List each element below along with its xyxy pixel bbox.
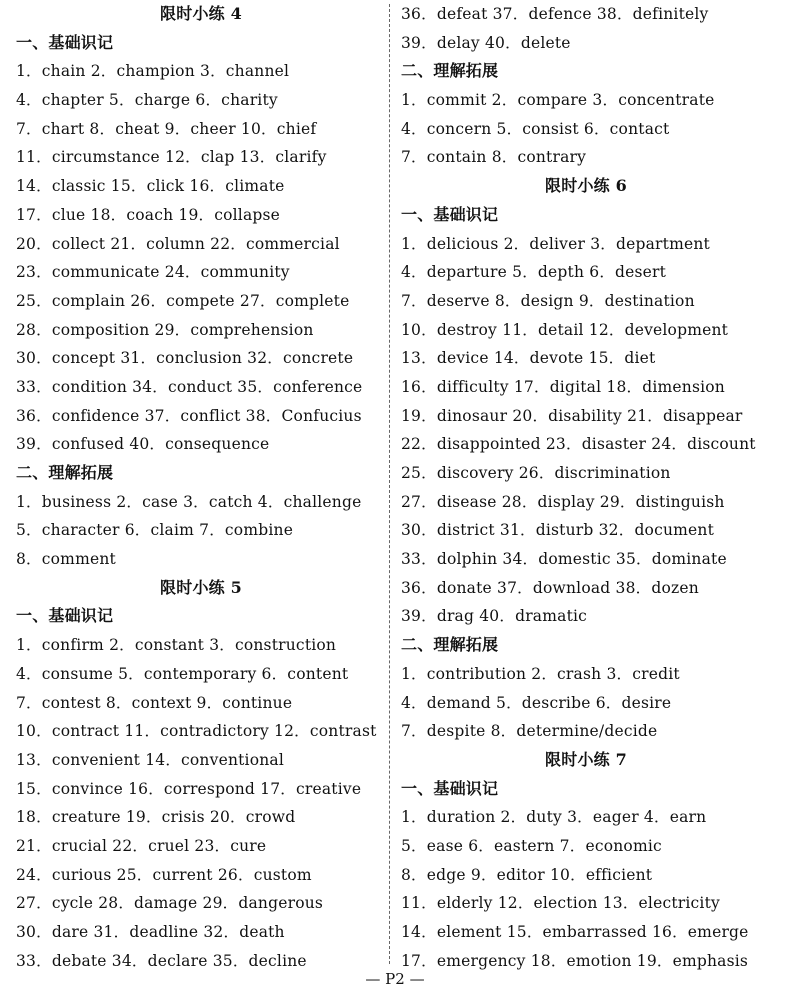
answer-line: 30．concept 31．conclusion 32．concrete xyxy=(16,349,354,368)
answer-line: 15．convince 16．correspond 17．creative xyxy=(16,779,362,798)
answer-line: 4．concern 5．consist 6．contact xyxy=(401,119,670,138)
answer-line: 27．cycle 28．damage 29．dangerous xyxy=(16,894,324,913)
answer-line: 7．despite 8．determine/decide xyxy=(401,722,658,741)
answer-line: 33．debate 34．declare 35．decline xyxy=(16,951,307,970)
answer-line: 39．confused 40．consequence xyxy=(16,435,270,454)
answer-line: 19．dinosaur 20．disability 21．disappear xyxy=(401,406,743,425)
answer-line: 39．delay 40．delete xyxy=(401,33,571,52)
answer-line: 17．emergency 18．emotion 19．emphasis xyxy=(401,951,749,970)
answer-line: 11．elderly 12．election 13．electricity xyxy=(401,894,720,913)
section-heading: 一、基础识记 xyxy=(16,32,114,52)
answer-line: 1．contribution 2．crash 3．credit xyxy=(401,664,680,683)
answer-line: 10．contract 11．contradictory 12．contrast xyxy=(16,722,377,741)
section-heading: 二、理解拓展 xyxy=(401,635,499,655)
right-column xyxy=(401,0,771,975)
exercise-title: 限时小练 7 xyxy=(545,749,627,769)
answer-line: 1．confirm 2．constant 3．construction xyxy=(16,636,337,655)
answer-line: 4．departure 5．depth 6．desert xyxy=(401,263,667,282)
answer-line: 21．crucial 22．cruel 23．cure xyxy=(16,836,267,855)
answer-line: 13．device 14．devote 15．diet xyxy=(401,349,656,368)
answer-line: 18．creature 19．crisis 20．crowd xyxy=(16,808,296,827)
section-heading: 二、理解拓展 xyxy=(16,463,114,482)
section-heading: 一、基础识记 xyxy=(16,606,114,626)
answer-line: 13．convenient 14．conventional xyxy=(16,750,285,769)
answer-line: 8．edge 9．editor 10．efficient xyxy=(401,865,653,884)
answer-line: 33．condition 34．conduct 35．conference xyxy=(16,377,363,396)
section-heading: 一、基础识记 xyxy=(401,778,499,798)
answer-line: 1．chain 2．champion 3．channel xyxy=(16,62,290,81)
column-divider xyxy=(389,4,390,964)
answer-line: 4．demand 5．describe 6．desire xyxy=(401,693,672,712)
answer-line: 25．discovery 26．discrimination xyxy=(401,464,671,482)
answer-line: 7．chart 8．cheat 9．cheer 10．chief xyxy=(16,119,317,138)
answer-line: 1．delicious 2．deliver 3．department xyxy=(401,234,710,253)
answer-line: 4．consume 5．contemporary 6．content xyxy=(16,664,349,683)
answer-line: 4．chapter 5．charge 6．charity xyxy=(16,91,278,110)
answer-line: 11．circumstance 12．clap 13．clarify xyxy=(16,148,327,167)
answer-line: 14．element 15．embarrassed 16．emerge xyxy=(401,923,749,941)
answer-line: 16．difficulty 17．digital 18．dimension xyxy=(401,377,725,396)
answer-line: 7．contain 8．contrary xyxy=(401,148,587,167)
answer-line: 5．character 6．claim 7．combine xyxy=(16,521,294,540)
answer-line: 10．destroy 11．detail 12．development xyxy=(401,320,729,339)
answer-line: 14．classic 15．click 16．climate xyxy=(16,177,285,196)
answer-line: 1．business 2．case 3．catch 4．challenge xyxy=(16,492,362,511)
left-column xyxy=(16,0,386,975)
answer-line: 7．contest 8．context 9．continue xyxy=(16,693,293,712)
exercise-title: 限时小练 6 xyxy=(545,176,627,196)
section-heading: 二、理解拓展 xyxy=(401,61,499,81)
answer-line: 1．commit 2．compare 3．concentrate xyxy=(401,91,715,110)
answer-line: 36．confidence 37．conflict 38．Confucius xyxy=(16,406,362,425)
answer-line: 7．deserve 8．design 9．destination xyxy=(401,291,695,310)
answer-line: 28．composition 29．comprehension xyxy=(16,320,314,339)
answer-line: 23．communicate 24．community xyxy=(16,263,290,282)
answer-line: 22．disappointed 23．disaster 24．discount xyxy=(401,435,756,454)
exercise-title: 限时小练 5 xyxy=(160,577,242,597)
answer-line: 36．donate 37．download 38．dozen xyxy=(401,578,699,597)
answer-line: 30．dare 31．deadline 32．death xyxy=(16,923,285,941)
section-heading: 一、基础识记 xyxy=(401,204,499,224)
answer-line: 8．comment xyxy=(16,550,116,569)
answer-line: 20．collect 21．column 22．commercial xyxy=(16,234,340,253)
answer-line: 27．disease 28．display 29．distinguish xyxy=(401,492,725,511)
answer-line: 5．ease 6．eastern 7．economic xyxy=(401,836,662,855)
answer-line: 24．curious 25．current 26．custom xyxy=(16,865,312,884)
answer-line: 17．clue 18．coach 19．collapse xyxy=(16,205,281,224)
page-number: — P2 — xyxy=(365,970,425,988)
answer-line: 33．dolphin 34．domestic 35．dominate xyxy=(401,550,727,569)
answer-line: 30．district 31．disturb 32．document xyxy=(401,521,715,540)
answer-line: 1．duration 2．duty 3．eager 4．earn xyxy=(401,808,707,827)
exercise-title: 限时小练 4 xyxy=(160,4,242,23)
answer-line: 25．complain 26．compete 27．complete xyxy=(16,291,350,310)
answer-line: 36．defeat 37．defence 38．definitely xyxy=(401,5,709,23)
answer-line: 39．drag 40．dramatic xyxy=(401,607,588,626)
